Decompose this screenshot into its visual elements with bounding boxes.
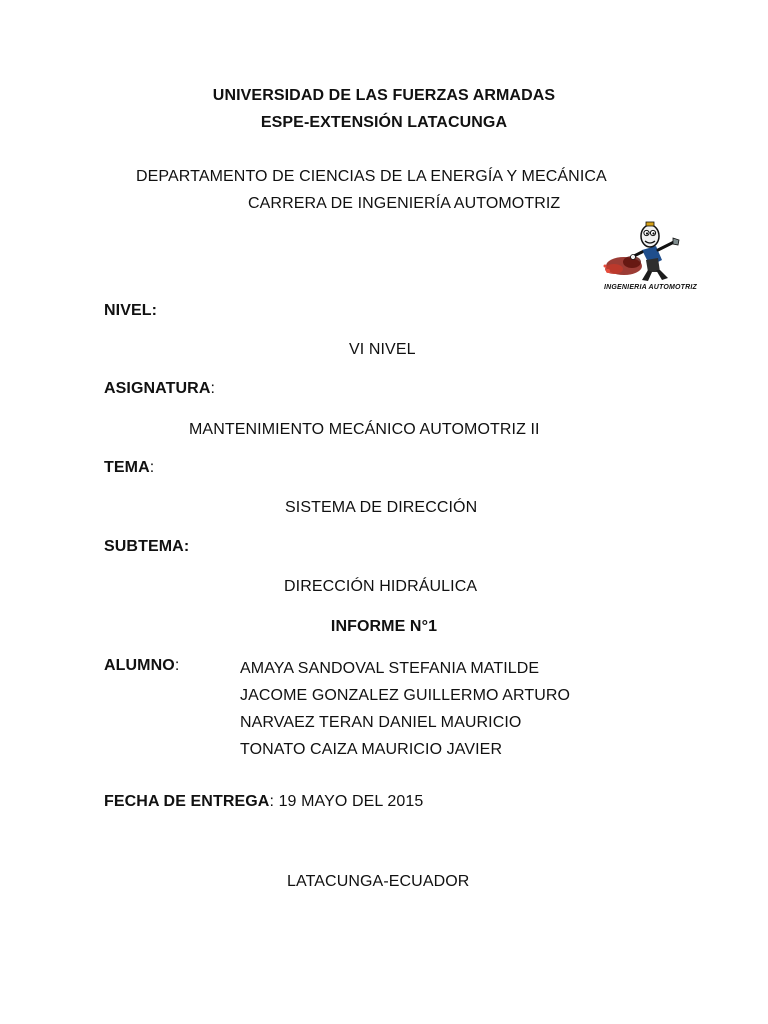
tema-label: TEMA: <box>104 459 155 476</box>
asignatura-label: ASIGNATURA: <box>104 380 216 397</box>
subtema-label: SUBTEMA: <box>104 538 190 555</box>
student-name: TONATO CAIZA MAURICIO JAVIER <box>240 741 503 758</box>
university-title: UNIVERSIDAD DE LAS FUERZAS ARMADAS <box>212 87 556 104</box>
asignatura-value: MANTENIMIENTO MECÁNICO AUTOMOTRIZ II <box>189 421 540 438</box>
automotive-engineering-mascot-icon <box>602 214 697 296</box>
nivel-label: NIVEL: <box>104 302 158 319</box>
location: LATACUNGA-ECUADOR <box>287 873 470 890</box>
extension-title: ESPE-EXTENSIÓN LATACUNGA <box>260 114 508 131</box>
subtema-value: DIRECCIÓN HIDRÁULICA <box>284 578 478 595</box>
student-name: JACOME GONZALEZ GUILLERMO ARTURO <box>240 687 571 704</box>
student-name: NARVAEZ TERAN DANIEL MAURICIO <box>240 714 522 731</box>
career-title: CARRERA DE INGENIERÍA AUTOMOTRIZ <box>248 195 561 212</box>
informe-number: INFORME N°1 <box>330 618 438 635</box>
delivery-date: FECHA DE ENTREGA: 19 MAYO DEL 2015 <box>104 793 424 810</box>
student-list <box>240 655 570 763</box>
department-title: DEPARTAMENTO DE CIENCIAS DE LA ENERGÍA Y MECÁNICA <box>136 168 607 185</box>
student-name: AMAYA SANDOVAL STEFANIA MATILDE <box>240 660 540 677</box>
logo-caption: INGENIERIA AUTOMOTRIZ <box>604 284 697 291</box>
delivery-date-label: FECHA DE ENTREGA <box>104 793 270 810</box>
delivery-date-value: 19 MAYO DEL 2015 <box>278 793 424 810</box>
nivel-value: VI NIVEL <box>349 341 416 358</box>
alumno-label: ALUMNO: <box>104 657 180 674</box>
tema-value: SISTEMA DE DIRECCIÓN <box>285 499 478 516</box>
